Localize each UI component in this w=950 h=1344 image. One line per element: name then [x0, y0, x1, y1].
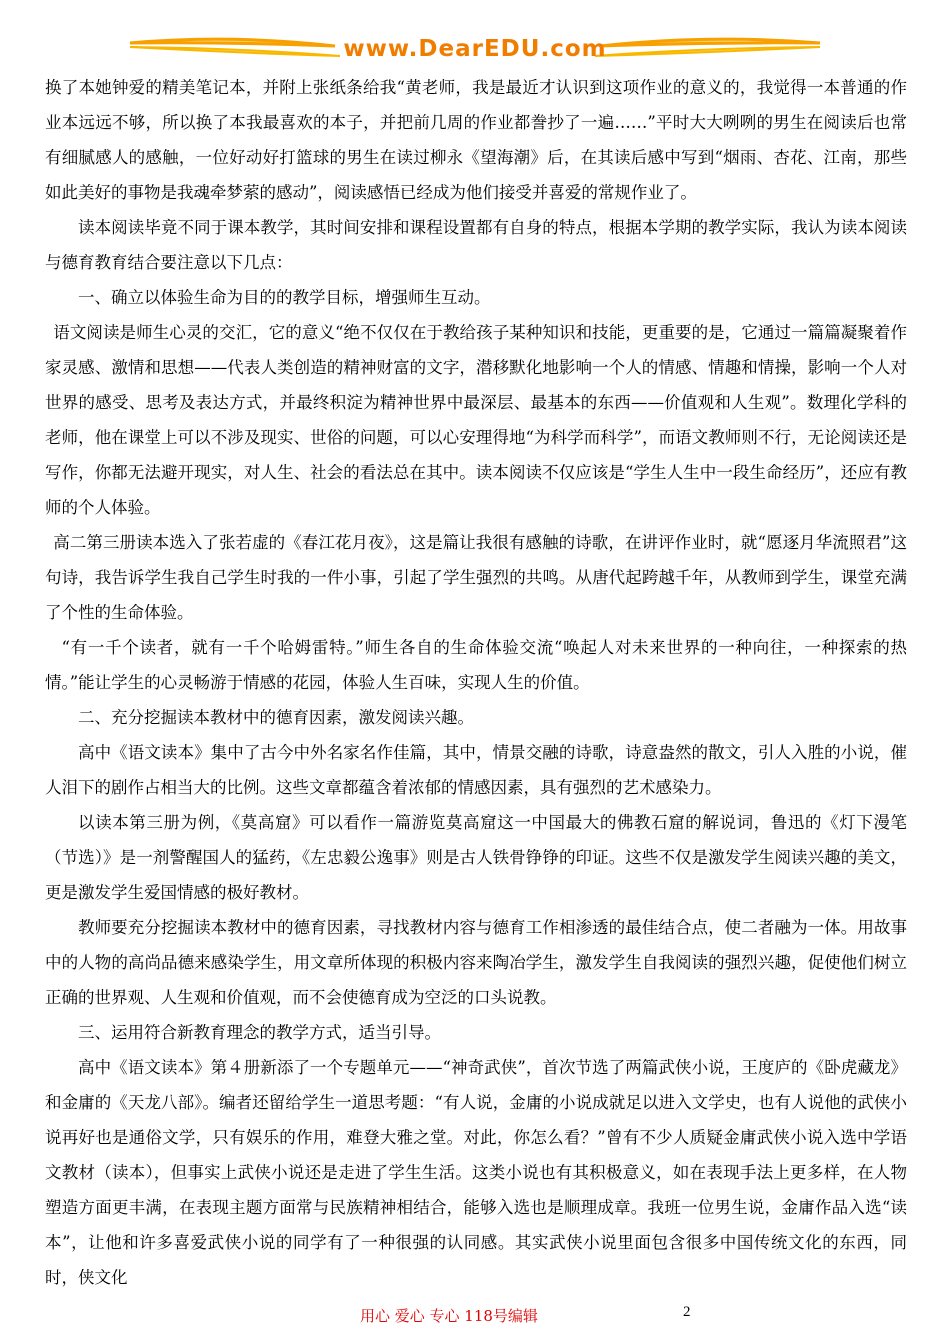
paragraph-body: “有一千个读者，就有一千个哈姆雷特。”师生各自的生命体验交流“唤起人对未来世界的一种向往，一种探索的热情。”能让学生的心灵畅游于情感的花园，体验人生百味，实现人生的价值。 [45, 638, 907, 692]
page-header [0, 0, 950, 70]
section-heading-3: 三、运用符合新教育理念的教学方式，适当引导。 [78, 1023, 441, 1042]
page-number: 2 [683, 1304, 691, 1320]
paragraph-body: 教师要充分挖掘读本教材中的德育因素，寻找教材内容与德育工作相渗透的最佳结合点，使二者融为一体。用故事中的人物的高尚品德来感染学生，用文章所体现的积极内容来陶冶学生，激发学生自我阅读的强烈兴趣，促使他们树立正确的世界观、人生观和价值观，而不会使德育成为空泛的口头说教。 [45, 918, 907, 1007]
paragraph-body: 高中《语文读本》第４册新添了一个专题单元——“神奇武侠”，首次节选了两篇武侠小说，王度庐的《卧虎藏龙》和金庸的《天龙八部》。编者还留给学生一道思考题：“有人说，金庸的小说成就足以进入文学史，也有人说他的武侠小说再好也是通俗文学，只有娱乐的作用，难登大雅之堂。对此，你怎么看？”曾有不少人质疑金庸武侠小说入选中学语文教材（读本），但事实上武侠小说还是走进了学生生活。这类小说也有其积极意义，如在表现手法上更多样，在人物塑造方面更丰满，在表现主题方面常与民族精神相结合，能够入选也是顺理成章。我班一位男生说，金庸作品入选“读本”，让他和许多喜爱武侠小说的同学有了一种很强的认同感。其实武侠小说里面包含很多中国传统文化的东西，同时，侠文化 [45, 1058, 907, 1287]
paragraph-body: 以读本第三册为例，《莫高窟》可以看作一篇游览莫高窟这一中国最大的佛教石窟的解说词，鲁迅的《灯下漫笔（节选）》是一剂警醒国人的猛药，《左忠毅公逸事》则是古人铁骨铮铮的印证。这些不仅是激发学生阅读兴趣的美文，更是激发学生爱国情感的极好教材。 [45, 813, 907, 902]
paragraph-body: 语文阅读是师生心灵的交汇，它的意义“绝不仅仅在于教给孩子某种知识和技能，更重要的是，它通过一篇篇凝聚着作家灵感、激情和思想——代表人类创造的精神财富的文字，潜移默化地影响一个人的情感、情趣和情操，影响一个人对世界的感受、思考及表达方式，并最终积淀为精神世界中最深层、最基本的东西——价值观和人生观”。数理化学科的老师，他在课堂上可以不涉及现实、世俗的问题，可以心安理得地“为科学而科学”，而语文教师则不行，无论阅读还是写作，你都无法避开现实，对人生、社会的看法总在其中。读本阅读不仅应该是“学生人生中一段生命经历”，还应有教师的个人体验。 [45, 323, 907, 517]
site-logo-text: www.DearEDU.com [343, 36, 607, 62]
paragraph-intro: 读本阅读毕竟不同于课本教学，其时间安排和课程设置都有自身的特点，根据本学期的教学实际，我认为读本阅读与德育教育结合要注意以下几点： [45, 218, 907, 272]
document-body [45, 70, 907, 1295]
paragraph-body: 高二第三册读本选入了张若虚的《春江花月夜》，这是篇让我很有感触的诗歌，在讲评作业时，就“愿逐月华流照君”这句诗，我告诉学生我自己学生时我的一件小事，引起了学生强烈的共鸣。从唐代起跨越千年，从教师到学生，课堂充满了个性的生命体验。 [45, 533, 907, 622]
paragraph-continuation: 换了本她钟爱的精美笔记本，并附上张纸条给我“黄老师，我是最近才认识到这项作业的意义的，我觉得一本普通的作业本远远不够，所以换了本我最喜欢的本子，并把前几周的作业都誊抄了一遍……”平时大大咧咧的男生在阅读后也常有细腻感人的感触，一位好动好打篮球的男生在读过柳永《望海潮》后，在其读后感中写到“烟雨、杏花、江南，那些如此美好的事物是我魂牵梦萦的感动”，阅读感悟已经成为他们接受并喜爱的常规作业了。 [45, 78, 907, 202]
paragraph-body: 高中《语文读本》集中了古今中外名家名作佳篇，其中，情景交融的诗歌，诗意盎然的散文，引人入胜的小说，催人泪下的剧作占相当大的比例。这些文章都蕴含着浓郁的情感因素，具有强烈的艺术感染力。 [45, 743, 907, 797]
footer-slogan: 用心 爱心 专心 118号编辑 [360, 1307, 538, 1325]
section-heading-2: 二、充分挖掘读本教材中的德育因素，激发阅读兴趣。 [78, 708, 474, 727]
section-heading-1: 一、确立以体验生命为目的的教学目标，增强师生互动。 [78, 288, 491, 307]
